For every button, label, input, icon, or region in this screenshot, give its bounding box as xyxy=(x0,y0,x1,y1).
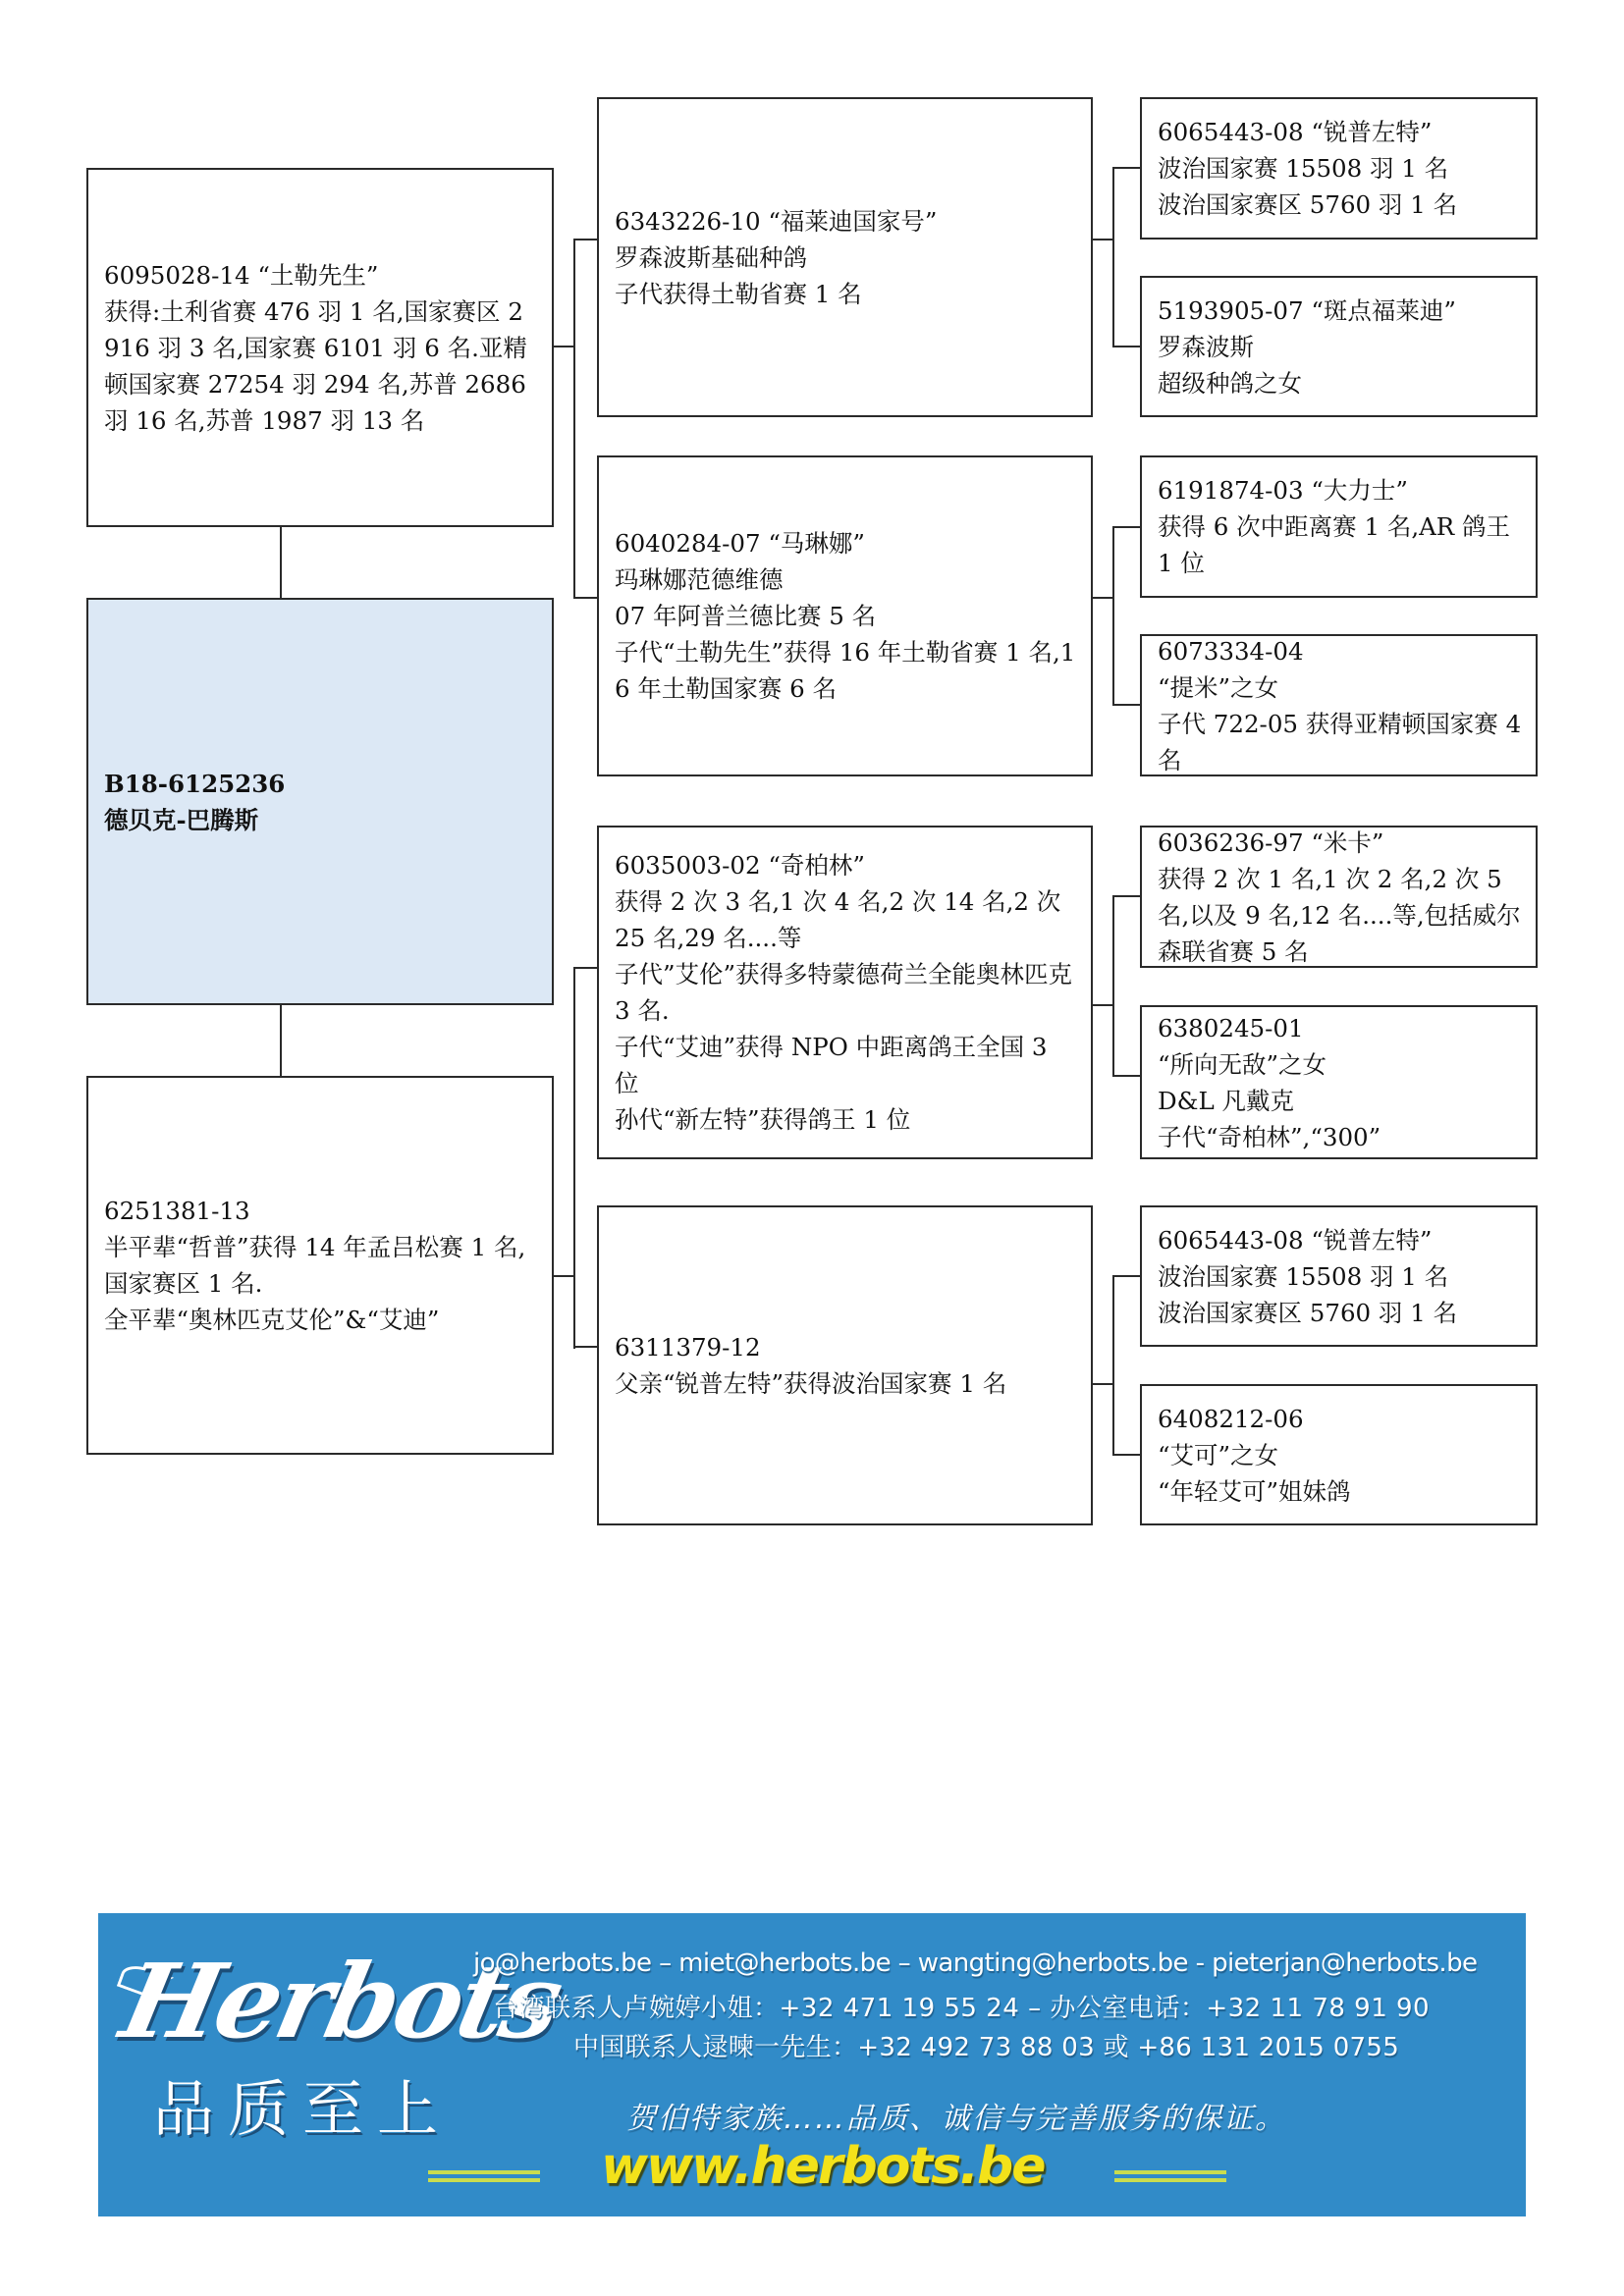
ggp-box-2 xyxy=(1140,276,1538,417)
ggp-box-6 xyxy=(1140,1005,1538,1159)
sire-sire-box xyxy=(597,97,1093,417)
connector-subject-dam xyxy=(280,1005,282,1076)
dam-text: 6251381-13 半平辈“哲普”获得 14 年孟吕松赛 1 名,国家赛区 1 名. 全平辈“奥林匹克艾伦”&“艾迪” xyxy=(104,1197,526,1334)
ggp-box-5 xyxy=(1140,826,1538,968)
sire-sire-text: 6343226-10 “福莱迪国家号” 罗森波斯基础种鸽 子代获得土勒省赛 1 名 xyxy=(615,206,938,308)
sire-dam-text: 6040284-07 “马琳娜” 玛琳娜范德维德 07 年阿普兰德比赛 5 名 子代“土勒先生”获得 16 年土勒省赛 1 名,16 年土勒国家赛 6 名 xyxy=(615,529,1076,703)
connector xyxy=(1112,704,1141,706)
ggp-text: 6191874-03 “大力士” 获得 6 次中距离赛 1 名,AR 鸽王 1 位 xyxy=(1158,476,1511,577)
connector xyxy=(1112,346,1141,347)
connector xyxy=(1112,1454,1141,1456)
tagline: 品质至上 xyxy=(153,2073,453,2145)
ggp-text: 5193905-07 “斑点福莱迪” 罗森波斯 超级种鸽之女 xyxy=(1158,295,1456,398)
taiwan-contact: 台湾联系人卢婉婷小姐：+32 471 19 55 24 – 办公室电话：+32 11 78 91 90 xyxy=(493,1994,1431,2023)
decorative-double-line-right xyxy=(1114,2170,1226,2182)
connector xyxy=(553,1275,575,1277)
ggp-box-1 xyxy=(1140,97,1538,240)
ggp-text: 6408212-06 “艾可”之女 “年轻艾可”姐妹鸽 xyxy=(1158,1404,1351,1506)
ggp-text: 6065443-08 “锐普左特” 波治国家赛 15508 羽 1 名 波治国家赛区 5760 羽 1 名 xyxy=(1158,118,1458,219)
china-contact: 中国联系人逯暕一先生：+32 492 73 88 03 或 +86 131 2015 0755 xyxy=(573,2033,1400,2062)
connector xyxy=(1112,895,1114,1077)
subject-name: 德贝克-巴腾斯 xyxy=(104,805,259,834)
herbots-logo: Herbots xyxy=(111,1941,569,2061)
dam-sire-box xyxy=(597,826,1093,1159)
ggp-text: 6380245-01 “所向无敌”之女 D&L 凡戴克 子代“奇柏林”,“300” xyxy=(1158,1013,1381,1151)
connector xyxy=(573,1346,598,1348)
dam-dam-text: 6311379-12 父亲“锐普左特”获得波治国家赛 1 名 xyxy=(615,1333,1007,1398)
connector xyxy=(1112,526,1141,528)
connector xyxy=(1092,239,1114,240)
connector xyxy=(1092,1004,1114,1006)
ggp-text: 6036236-97 “米卡” 获得 2 次 1 名,1 次 2 名,2 次 5 名,以及 9 名,12 名....等,包括威尔森联省赛 5 名 xyxy=(1158,828,1521,966)
subject-ring: B18-6125236 xyxy=(104,769,286,798)
connector xyxy=(573,967,575,1349)
connector xyxy=(573,239,598,240)
ggp-box-8 xyxy=(1140,1384,1538,1525)
connector-sire-subject xyxy=(280,527,282,598)
ggp-box-3 xyxy=(1140,455,1538,598)
decorative-double-line-left xyxy=(428,2170,540,2182)
footer-banner xyxy=(98,1913,1526,2216)
ggp-text: 6065443-08 “锐普左特” 波治国家赛 15508 羽 1 名 波治国家赛区 5760 羽 1 名 xyxy=(1158,1225,1458,1327)
connector xyxy=(1112,1075,1141,1077)
connector xyxy=(573,239,575,599)
sire-dam-box xyxy=(597,455,1093,776)
ggp-box-4 xyxy=(1140,634,1538,776)
dam-dam-box xyxy=(597,1205,1093,1525)
connector xyxy=(553,346,575,347)
website-link[interactable]: www.herbots.be xyxy=(601,2137,1045,2196)
connector xyxy=(1112,167,1114,347)
subject-text xyxy=(104,766,285,838)
contact-emails[interactable]: jo@herbots.be – miet@herbots.be – wangting@herbots.be - pieterjan@herbots.be xyxy=(473,1949,1478,1978)
sire-text: 6095028-14 “土勒先生” 获得:土利省赛 476 羽 1 名,国家赛区 2916 羽 3 名,国家赛 6101 羽 6 名.亚精顿国家赛 27254 羽 294 名,苏普 2686 羽 16 名,苏普 1987 羽 13 名 xyxy=(104,260,527,435)
connector xyxy=(1112,1275,1141,1277)
connector xyxy=(1112,1275,1114,1456)
connector xyxy=(1112,167,1141,169)
connector xyxy=(1112,895,1141,897)
sire-box xyxy=(86,168,554,527)
connector xyxy=(1112,526,1114,706)
ggp-box-7 xyxy=(1140,1205,1538,1347)
dam-box xyxy=(86,1076,554,1455)
connector xyxy=(1092,597,1114,599)
ggp-text: 6073334-04 “提米”之女 子代 722-05 获得亚精顿国家赛 4 名 xyxy=(1158,636,1522,774)
connector xyxy=(1092,1383,1114,1385)
slogan: 贺伯特家族……品质、诚信与完善服务的保证。 xyxy=(626,2102,1286,2136)
connector xyxy=(573,967,598,969)
connector xyxy=(573,597,598,599)
dam-sire-text: 6035003-02 “奇柏林” 获得 2 次 3 名,1 次 4 名,2 次 14 名,2 次 25 名,29 名....等 子代”艾伦”获得多特蒙德荷兰全能奥林匹克 3 名. 子代“艾迪”获得 NPO 中距离鸽王全国 3 位 孙代“新左特”获得鸽王 1 位 xyxy=(615,851,1073,1134)
subject-box xyxy=(86,598,554,1005)
